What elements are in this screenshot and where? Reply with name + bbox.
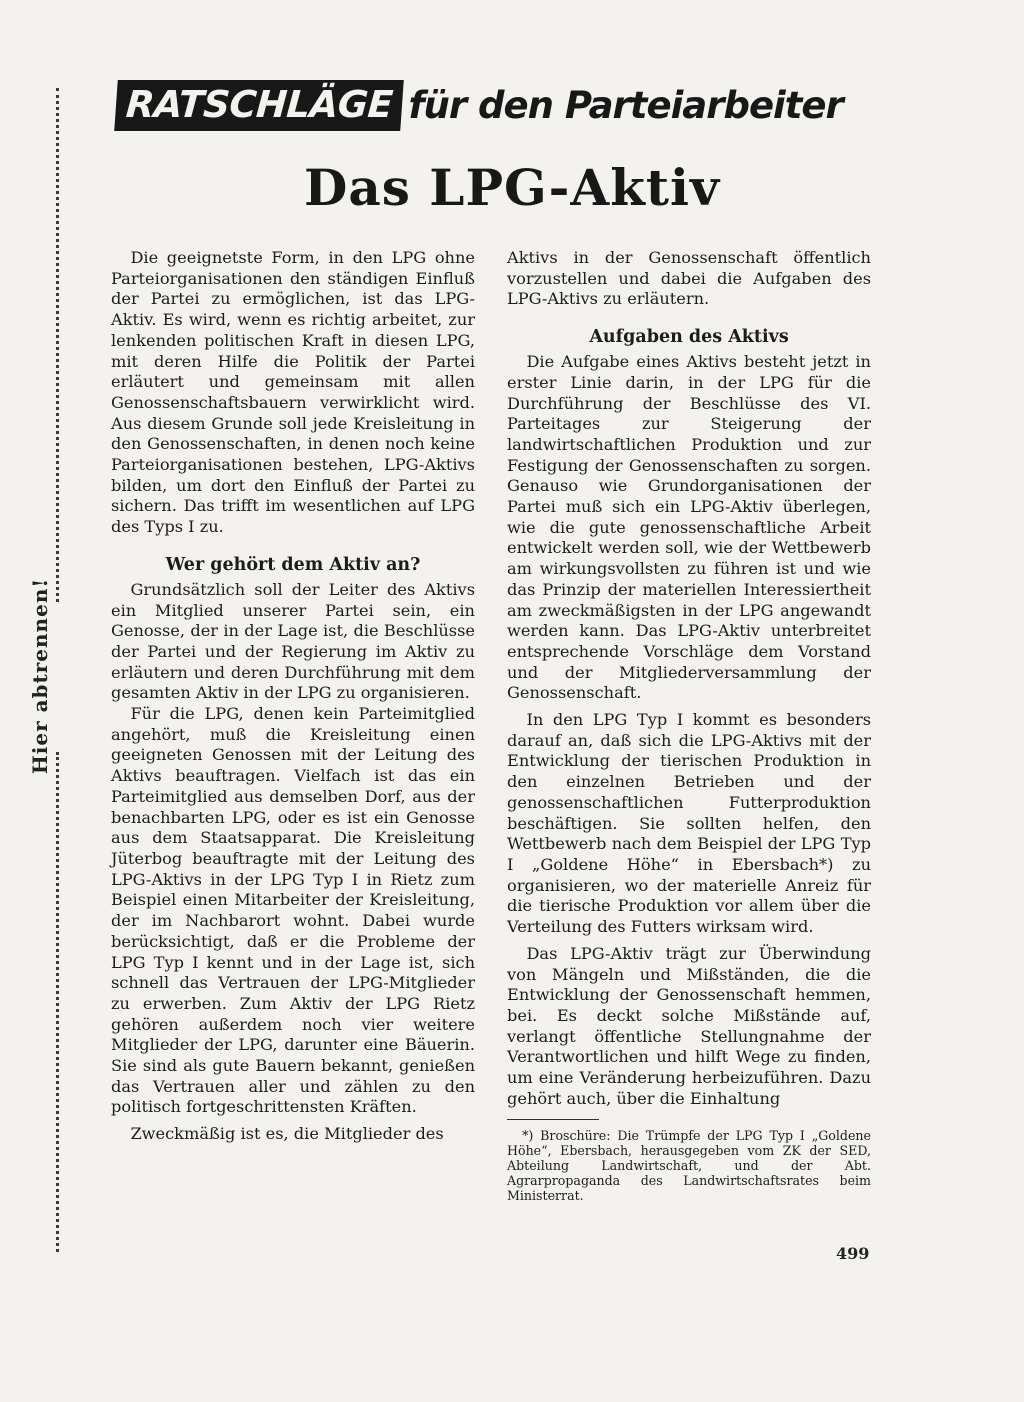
footnote-divider [507, 1119, 599, 1120]
right-paragraph-3: In den LPG Typ I kommt es besonders darauf an, daß sich die LPG-Aktivs mit der Entwicklung der tierischen Produktion in den einzelnen Betrieben und der genossenschaftlichen Futterproduktion beschäftigen. Sie sollten helfen, den Wettbewerb nach dem Beispiel der LPG Typ I „Goldene Höhe“ in Ebersbach*) zu organisieren, wo der materielle Anreiz für die tierische Produktion vor allem über die Verteilung des Futters wirksam wird. [507, 710, 871, 937]
right-section-heading: Aufgaben des Aktivs [589, 327, 789, 348]
page-number: 499 [836, 1244, 870, 1263]
header-subtitle: für den Parteiarbeiter [408, 84, 843, 127]
header-boxed-word: RATSCHLÄGE [114, 80, 404, 131]
left-paragraph-3: Für die LPG, denen kein Parteimitglied angehört, muß die Kreisleitung einen geeigneten Genossen mit der Leitung des Aktivs beauftragen. Vielfach ist das ein Parteimitglied aus demselben Dorf, aus der benachbarten LPG, oder es ist ein Genosse aus dem Staatsapparat. Die Kreisleitung Jüterbog beauftragte mit der Leitung des LPG-Aktivs in der LPG Typ I in Rietz zum Beispiel einen Mitarbeiter der Kreisleitung, der im Nachbarort wohnt. Dabei wurde berücksichtigt, daß er die Probleme der LPG Typ I kennt und in der Lage ist, sich schnell das Vertrauen der LPG-Mitglieder zu erwerben. Zum Aktiv der LPG Rietz gehören außerdem noch vier weitere Mitglieder der LPG, darunter eine Bäuerin. Sie sind als gute Bauern bekannt, genießen das Vertrauen aller und zählen zu den politisch fortgeschrittensten Kräften. [111, 704, 475, 1117]
left-column [111, 248, 475, 1145]
left-paragraph-2: Grundsätzlich soll der Leiter des Aktivs ein Mitglied unserer Partei sein, ein Genosse, der in der Lage ist, die Beschlüsse der Partei und der Regierung im Aktiv zu erläutern und deren Durchführung mit dem gesamten Aktiv in der LPG zu organisieren. [111, 579, 475, 703]
article-title: Das LPG-Aktiv [303, 158, 721, 217]
cut-line-bottom [56, 752, 59, 1252]
cut-label-text: Hier abtrennen! [28, 577, 52, 775]
left-paragraph-1: Die geeignetste Form, in den LPG ohne Parteiorganisationen den ständigen Einfluß der Partei zu ermöglichen, ist das LPG-Aktiv. Es wird, wenn es richtig arbeitet, zur lenkenden politischen Kraft in diesen LPG, mit deren Hilfe die Politik der Partei erläutert und gemeinsam mit allen Genossenschaftsbauern verwirklicht wird. Aus diesem Grunde soll jede Kreisleitung in den Genossenschaften, in denen noch keine Parteiorganisationen bestehen, LPG-Aktivs bilden, um dort den Einfluß der Partei zu sichern. Das trifft im wesentlichen auf LPG des Typs I zu. [111, 248, 475, 537]
right-column [507, 248, 871, 1203]
footnote: *) Broschüre: Die Trümpfe der LPG Typ I „Goldene Höhe“, Ebersbach, herausgegeben vom ZK der SED, Abteilung Landwirtschaft, und der Abt. Agrarpropaganda des Landwirtschaftsrates beim Ministerrat. [507, 1128, 871, 1204]
right-paragraph-4: Das LPG-Aktiv trägt zur Überwindung von Mängeln und Mißständen, die die Entwicklung der Genossenschaft hemmen, bei. Es deckt solche Mißstände auf, verlangt öffentliche Stellungnahme der Verantwortlichen und hilft Wege zu finden, um eine Veränderung herbeizuführen. Dazu gehört auch, über die Einhaltung [507, 943, 871, 1108]
left-section-heading: Wer gehört dem Aktiv an? [165, 554, 421, 575]
right-paragraph-1: Aktivs in der Genossenschaft öffentlich vorzustellen und dabei die Aufgaben des LPG-Aktivs zu erläutern. [507, 248, 871, 309]
section-header [116, 80, 843, 131]
left-paragraph-4: Zweckmäßig ist es, die Mitglieder des [130, 1124, 444, 1144]
right-paragraph-2: Die Aufgabe eines Aktivs besteht jetzt in erster Linie darin, in der LPG für die Durchführung der Beschlüsse des VI. Parteitages zur Steigerung der landwirtschaftlichen Produktion und zur Festigung der Genossenschaften zu sorgen. Genauso wie Grundorganisationen der Partei muß sich ein LPG-Aktiv überlegen, wie die gute genossenschaftliche Arbeit entwickelt werden soll, wie der Wettbewerb am wirkungsvollsten zu führen ist und wie das Prinzip der materiellen Interessiertheit am zweckmäßigsten in der LPG angewandt werden kann. Das LPG-Aktiv unterbreitet entsprechende Vorschläge dem Vorstand und der Mitgliederversammlung der Genossenschaft. [507, 352, 871, 703]
